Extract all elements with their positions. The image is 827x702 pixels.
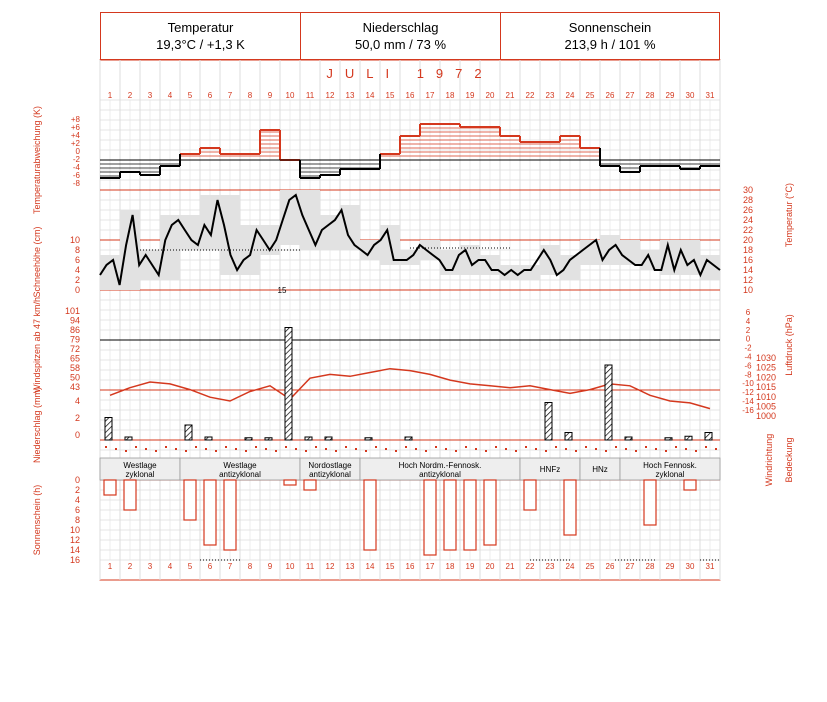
day-label-top: 25 bbox=[585, 91, 595, 100]
day-label-top: 20 bbox=[485, 91, 495, 100]
deviation-tick: +6 bbox=[70, 123, 80, 132]
precipitation-bar bbox=[665, 438, 672, 440]
snow-tick: 2 bbox=[74, 275, 80, 285]
temperature-tick: 18 bbox=[742, 245, 754, 255]
day-label-top: 7 bbox=[227, 91, 233, 100]
sunshine-bar bbox=[464, 480, 476, 550]
wind-tick: 50 bbox=[69, 372, 80, 383]
day-label-top: 8 bbox=[247, 91, 253, 100]
deviation-tick: -4 bbox=[72, 163, 80, 172]
wind-direction-dot bbox=[535, 448, 537, 450]
wind-direction-dot bbox=[465, 446, 467, 448]
pressure-small-tick: 0 bbox=[745, 334, 751, 344]
deviation-tick: +4 bbox=[70, 131, 80, 140]
sunshine-bar bbox=[564, 480, 576, 535]
day-label-top: 5 bbox=[187, 91, 193, 100]
temperature-axis-label: Temperatur (°C) bbox=[784, 182, 794, 248]
precipitation-tick: 0 bbox=[74, 430, 80, 440]
day-label-bottom: 3 bbox=[147, 562, 153, 571]
precipitation-bar bbox=[365, 438, 372, 440]
day-label-top: 22 bbox=[525, 91, 535, 100]
wind-direction-dot bbox=[235, 448, 237, 450]
wind-direction-dot bbox=[715, 448, 717, 450]
pressure-small-tick: -14 bbox=[742, 397, 754, 406]
day-label-top: 23 bbox=[545, 91, 555, 100]
day-label-top: 13 bbox=[345, 91, 355, 100]
day-label-bottom: 2 bbox=[127, 562, 133, 571]
wind-direction-dot bbox=[365, 450, 367, 452]
pressure-tick: 1000 bbox=[755, 411, 777, 422]
day-label-bottom: 1 bbox=[107, 562, 113, 571]
day-label-bottom: 19 bbox=[465, 562, 475, 571]
day-label-bottom: 18 bbox=[445, 562, 455, 571]
header-sunshine-value: 213,9 h / 101 % bbox=[564, 37, 656, 52]
day-label-top: 15 bbox=[385, 91, 395, 100]
precipitation-bar bbox=[625, 437, 632, 440]
snow-tick: 6 bbox=[74, 255, 80, 265]
day-label-top: 30 bbox=[685, 91, 695, 100]
deviation-tick: -2 bbox=[72, 155, 80, 164]
day-label-bottom: 4 bbox=[167, 562, 173, 571]
wind-tick: 65 bbox=[69, 353, 80, 364]
day-label-top: 17 bbox=[425, 91, 435, 100]
precipitation-bar bbox=[565, 433, 572, 441]
weather-type-label: antizyklonal bbox=[219, 470, 261, 479]
day-label-bottom: 31 bbox=[705, 562, 715, 571]
day-label-bottom: 8 bbox=[247, 562, 253, 571]
wind-direction-dot bbox=[275, 450, 277, 452]
wind-tick: 43 bbox=[69, 382, 80, 392]
day-label-bottom: 6 bbox=[207, 562, 213, 571]
precipitation-bar bbox=[185, 425, 192, 440]
chart-title: JULI 1972 bbox=[326, 66, 494, 81]
header-temperature-title: Temperatur bbox=[167, 20, 234, 35]
precipitation-top-label: 15 bbox=[277, 286, 287, 295]
wind-direction-dot bbox=[495, 446, 497, 448]
wind-direction-dot bbox=[405, 446, 407, 448]
temperature-range-band bbox=[440, 250, 460, 275]
sunshine-bar bbox=[684, 480, 696, 490]
temperature-range-band bbox=[680, 240, 700, 275]
wind-direction-dot bbox=[395, 450, 397, 452]
day-label-bottom: 16 bbox=[405, 562, 415, 571]
temperature-tick: 24 bbox=[742, 215, 754, 225]
precipitation-bar bbox=[545, 403, 552, 441]
temperature-tick: 26 bbox=[742, 205, 754, 215]
wind-tick: 86 bbox=[69, 325, 80, 335]
day-label-bottom: 27 bbox=[625, 562, 635, 571]
day-label-top: 31 bbox=[705, 91, 715, 100]
wind-direction-dot bbox=[545, 450, 547, 452]
sunshine-bar bbox=[224, 480, 236, 550]
temperature-range-band bbox=[320, 215, 340, 250]
weather-type-label: Westlage bbox=[223, 461, 257, 470]
day-label-bottom: 29 bbox=[665, 562, 675, 571]
day-label-bottom: 13 bbox=[345, 562, 355, 571]
pressure-small-tick: -16 bbox=[742, 405, 754, 415]
wind-direction-dot bbox=[575, 450, 577, 452]
sunshine-tick: 14 bbox=[69, 545, 80, 555]
precipitation-bar bbox=[705, 433, 712, 441]
weather-type-label: Nordostlage bbox=[308, 461, 352, 470]
day-label-top: 9 bbox=[267, 91, 273, 100]
precipitation-bar bbox=[105, 418, 112, 441]
day-label-bottom: 11 bbox=[305, 562, 315, 571]
day-label-top: 14 bbox=[365, 91, 375, 100]
wind-direction-dot bbox=[375, 446, 377, 448]
wind-direction-dot bbox=[185, 450, 187, 452]
day-label-top: 10 bbox=[285, 91, 295, 100]
day-label-bottom: 28 bbox=[645, 562, 655, 571]
day-label-top: 29 bbox=[665, 91, 675, 100]
precipitation-bar bbox=[685, 436, 692, 440]
day-label-bottom: 10 bbox=[285, 562, 295, 571]
wind-direction-dot bbox=[125, 450, 127, 452]
wind-direction-dot bbox=[455, 450, 457, 452]
wind-direction-dot bbox=[215, 450, 217, 452]
header-temperature-value: 19,3°C / +1,3 K bbox=[156, 37, 245, 52]
precipitation-bar bbox=[245, 438, 252, 440]
pressure-small-tick: 6 bbox=[745, 308, 751, 317]
weather-type-label: antizyklonal bbox=[309, 470, 351, 479]
temperature-tick: 14 bbox=[742, 265, 754, 275]
wind-direction-dot bbox=[305, 450, 307, 452]
day-label-top: 19 bbox=[465, 91, 475, 100]
sunshine-bar bbox=[424, 480, 436, 555]
wind-direction-dot bbox=[505, 448, 507, 450]
weather-type-label: Hoch Nordm.-Fennosk. bbox=[398, 461, 482, 470]
weather-type-label: zyklonal bbox=[125, 470, 155, 479]
wind-direction-dot bbox=[665, 450, 667, 452]
sunshine-bar bbox=[524, 480, 536, 510]
wind-direction-dot bbox=[245, 450, 247, 452]
day-label-bottom: 17 bbox=[425, 562, 435, 571]
temperature-range-band bbox=[520, 265, 540, 280]
day-label-top: 12 bbox=[325, 91, 335, 100]
pressure-tick: 1030 bbox=[755, 353, 777, 363]
header-precipitation-value: 50,0 mm / 73 % bbox=[354, 37, 447, 52]
wind-direction-dot bbox=[135, 446, 137, 448]
header-sunshine-title: Sonnenschein bbox=[568, 20, 652, 35]
day-label-bottom: 20 bbox=[485, 562, 495, 571]
wind-direction-dot bbox=[445, 448, 447, 450]
wind-direction-dot bbox=[335, 450, 337, 452]
weather-type-label: HNFz bbox=[539, 465, 561, 474]
wind-direction-dot bbox=[635, 450, 637, 452]
day-label-bottom: 24 bbox=[565, 562, 575, 571]
pressure-small-tick: -10 bbox=[742, 379, 754, 389]
wind-direction-dot bbox=[595, 448, 597, 450]
deviation-tick: -6 bbox=[72, 171, 80, 180]
wind-direction-dot bbox=[605, 450, 607, 452]
day-label-top: 28 bbox=[645, 91, 655, 100]
wind-direction-dot bbox=[355, 448, 357, 450]
temperature-tick: 10 bbox=[742, 285, 754, 295]
sunshine-bar bbox=[204, 480, 216, 545]
day-label-bottom: 12 bbox=[325, 562, 335, 571]
day-label-bottom: 25 bbox=[585, 562, 595, 571]
weather-type-label: Hoch Fennosk. bbox=[643, 461, 697, 470]
pressure-tick: 1010 bbox=[755, 391, 777, 402]
deviation-tick: 0 bbox=[75, 147, 80, 156]
wind-direction-dot bbox=[515, 450, 517, 452]
wind-tick: 101 bbox=[64, 306, 80, 316]
wind-direction-dot bbox=[555, 446, 557, 448]
wind-direction-dot bbox=[695, 450, 697, 452]
pressure-tick: 1020 bbox=[755, 372, 777, 383]
wind-direction-dot bbox=[485, 450, 487, 452]
snow-tick: 4 bbox=[74, 265, 80, 275]
sunshine-tick: 0 bbox=[74, 475, 80, 485]
wind-direction-dot bbox=[705, 446, 707, 448]
sunshine-tick: 2 bbox=[74, 485, 80, 495]
wind-direction-dot bbox=[265, 448, 267, 450]
day-label-top: 24 bbox=[565, 91, 575, 100]
day-label-bottom: 26 bbox=[605, 562, 615, 571]
precipitation-bar bbox=[305, 437, 312, 440]
day-label-bottom: 5 bbox=[187, 562, 193, 571]
sunshine-bar bbox=[484, 480, 496, 545]
pressure-axis-label: Luftdruck (hPa) bbox=[784, 314, 794, 376]
day-label-bottom: 14 bbox=[365, 562, 375, 571]
wind-tick: 58 bbox=[69, 363, 80, 373]
wind-direction-dot bbox=[675, 446, 677, 448]
sunshine-tick: 4 bbox=[74, 495, 80, 505]
weather-type-label: Westlage bbox=[123, 461, 157, 470]
precipitation-bar bbox=[605, 365, 612, 440]
day-label-top: 26 bbox=[605, 91, 615, 100]
wind-direction-dot bbox=[645, 446, 647, 448]
temperature-tick: 16 bbox=[742, 255, 754, 265]
pressure-tick: 1005 bbox=[755, 401, 777, 412]
temperature-tick: 22 bbox=[742, 225, 754, 235]
day-label-top: 16 bbox=[405, 91, 415, 100]
sunshine-tick: 10 bbox=[69, 525, 80, 535]
wind-direction-dot bbox=[115, 448, 117, 450]
day-label-top: 11 bbox=[305, 91, 315, 100]
pressure-small-tick: -8 bbox=[744, 370, 752, 380]
wind-direction-dot bbox=[145, 448, 147, 450]
day-label-bottom: 21 bbox=[505, 562, 515, 571]
temperature-tick: 30 bbox=[742, 185, 754, 195]
wind-direction-dot bbox=[415, 448, 417, 450]
wind-direction-label: Windrichtung bbox=[764, 433, 774, 487]
sunshine-axis-label: Sonnenschein (h) bbox=[32, 484, 42, 556]
wind-direction-dot bbox=[525, 446, 527, 448]
wind-direction-dot bbox=[435, 446, 437, 448]
day-label-bottom: 23 bbox=[545, 562, 555, 571]
sunshine-bar bbox=[364, 480, 376, 550]
pressure-small-tick: -6 bbox=[744, 361, 752, 371]
wind-direction-dot bbox=[255, 446, 257, 448]
day-label-top: 1 bbox=[107, 91, 113, 100]
sunshine-bar bbox=[124, 480, 136, 510]
wind-direction-dot bbox=[565, 448, 567, 450]
wind-direction-dot bbox=[345, 446, 347, 448]
wind-direction-dot bbox=[165, 446, 167, 448]
wind-direction-dot bbox=[615, 446, 617, 448]
sunshine-tick: 6 bbox=[74, 505, 80, 515]
weather-type-label: antizyklonal bbox=[419, 470, 461, 479]
pressure-small-tick: 2 bbox=[745, 325, 751, 335]
pressure-small-tick: -4 bbox=[744, 352, 752, 362]
precipitation-bar bbox=[205, 437, 212, 440]
wind-direction-dot bbox=[625, 448, 627, 450]
deviation-tick: -8 bbox=[72, 179, 80, 188]
precipitation-axis-label: Niederschlag (mm) bbox=[32, 386, 42, 464]
precipitation-bar bbox=[405, 437, 412, 440]
temperature-tick: 28 bbox=[742, 195, 754, 205]
sunshine-bar bbox=[184, 480, 196, 520]
day-label-bottom: 7 bbox=[227, 562, 233, 571]
pressure-tick: 1015 bbox=[755, 382, 777, 393]
wind-direction-dot bbox=[205, 448, 207, 450]
temperature-range-band bbox=[660, 240, 680, 275]
snow-tick: 0 bbox=[74, 285, 80, 295]
sunshine-bar bbox=[644, 480, 656, 525]
snow-tick: 10 bbox=[69, 235, 80, 245]
wind-direction-dot bbox=[585, 446, 587, 448]
wind-direction-dot bbox=[105, 446, 107, 448]
wind-direction-dot bbox=[325, 448, 327, 450]
wind-direction-dot bbox=[155, 450, 157, 452]
wind-tick: 94 bbox=[69, 315, 80, 326]
wind-direction-dot bbox=[685, 448, 687, 450]
day-label-top: 2 bbox=[127, 91, 133, 100]
pressure-small-tick: 4 bbox=[745, 316, 751, 326]
temperature-tick: 20 bbox=[742, 235, 754, 245]
deviation-tick: +8 bbox=[70, 115, 80, 124]
precipitation-bar bbox=[265, 438, 272, 440]
wind-direction-dot bbox=[285, 446, 287, 448]
pressure-small-tick: -12 bbox=[742, 388, 754, 398]
day-label-bottom: 9 bbox=[267, 562, 273, 571]
sunshine-tick: 16 bbox=[69, 555, 80, 565]
day-label-top: 27 bbox=[625, 91, 635, 100]
weather-type-label: HNz bbox=[592, 465, 608, 474]
wind-direction-dot bbox=[195, 446, 197, 448]
weather-type-label: zyklonal bbox=[655, 470, 685, 479]
sunshine-tick: 8 bbox=[74, 515, 80, 525]
wind-direction-dot bbox=[655, 448, 657, 450]
deviation-tick: +2 bbox=[70, 139, 80, 148]
wind-direction-dot bbox=[475, 448, 477, 450]
wind-direction-dot bbox=[225, 446, 227, 448]
day-label-top: 18 bbox=[445, 91, 455, 100]
header-precipitation-title: Niederschlag bbox=[362, 20, 439, 35]
day-label-top: 3 bbox=[147, 91, 153, 100]
precipitation-tick: 2 bbox=[74, 413, 80, 423]
precipitation-tick: 4 bbox=[74, 396, 80, 406]
day-label-top: 6 bbox=[207, 91, 213, 100]
wind-direction-dot bbox=[315, 446, 317, 448]
wind-direction-dot bbox=[175, 448, 177, 450]
sunshine-tick: 12 bbox=[69, 535, 80, 545]
day-label-bottom: 15 bbox=[385, 562, 395, 571]
snow-axis-label: Schneehöhe (cm) bbox=[32, 226, 42, 298]
pressure-tick: 1025 bbox=[755, 362, 777, 373]
snow-tick: 8 bbox=[74, 245, 80, 255]
precipitation-bar bbox=[285, 328, 292, 441]
temperature-tick: 12 bbox=[742, 275, 754, 285]
wind-tick: 79 bbox=[69, 334, 80, 345]
sunshine-bar bbox=[444, 480, 456, 550]
wind-direction-dot bbox=[385, 448, 387, 450]
sunshine-bar bbox=[104, 480, 116, 495]
temperature-range-band bbox=[480, 255, 500, 275]
sunshine-bar bbox=[304, 480, 316, 490]
temperature-range-band bbox=[140, 250, 160, 280]
pressure-small-tick: -2 bbox=[744, 343, 752, 353]
day-label-top: 21 bbox=[505, 91, 515, 100]
wind-tick: 72 bbox=[69, 344, 80, 354]
precipitation-bar bbox=[125, 437, 132, 440]
temperature-range-band bbox=[220, 195, 240, 275]
wind-axis-label: Windspitzen ab 47 km/h bbox=[32, 296, 42, 394]
precipitation-bar bbox=[325, 437, 332, 440]
sunshine-bar bbox=[284, 480, 296, 485]
wind-direction-dot bbox=[425, 450, 427, 452]
deviation-axis-label: Temperaturabweichung (K) bbox=[32, 105, 42, 215]
cloud-cover-label: Bedeckung bbox=[784, 437, 794, 483]
day-label-bottom: 22 bbox=[525, 562, 535, 571]
temperature-range-band bbox=[340, 205, 360, 250]
day-label-bottom: 30 bbox=[685, 562, 695, 571]
wind-direction-dot bbox=[295, 448, 297, 450]
day-label-top: 4 bbox=[167, 91, 173, 100]
temperature-range-band bbox=[500, 265, 520, 280]
